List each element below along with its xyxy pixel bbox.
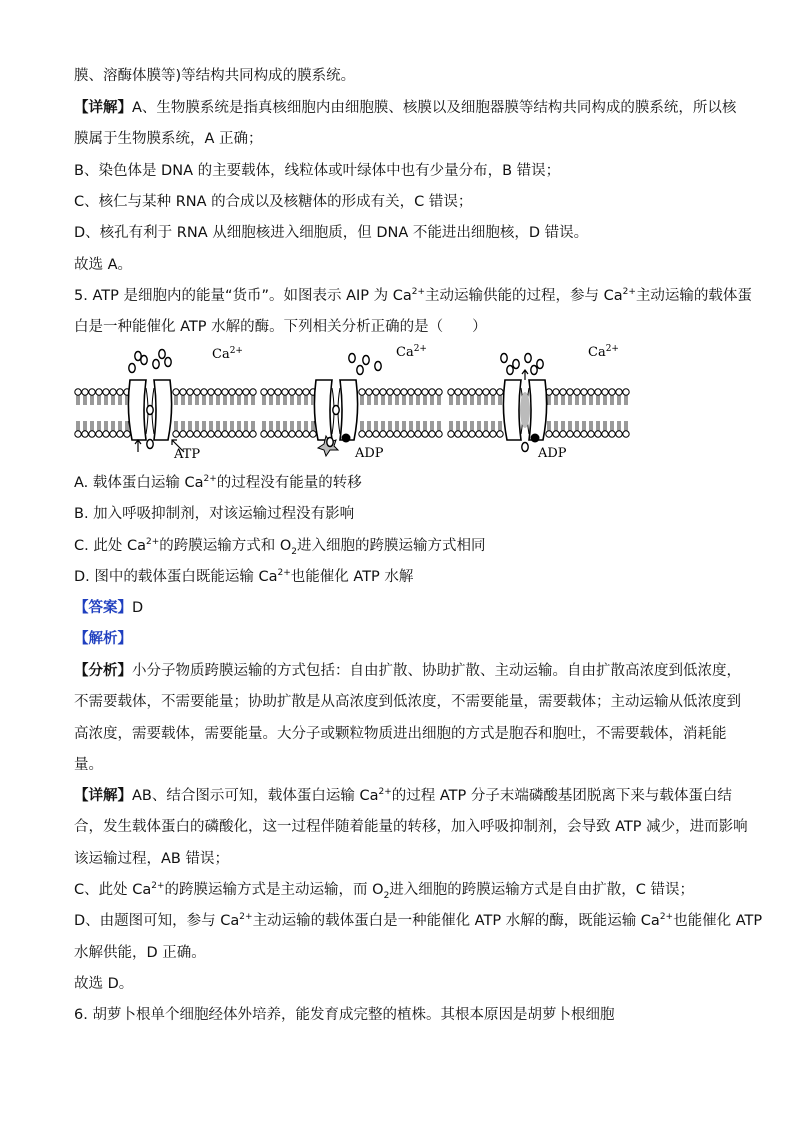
answer-value: D [132,600,144,616]
lipid-molecule [387,421,393,437]
lipid-molecule [581,421,587,437]
lipid-molecule [201,389,207,405]
lipid-molecule [408,421,414,437]
text-line: 【详解】A、生物膜系统是指真核细胞内由细胞膜、核膜以及细胞器膜等结构共同构成的膜系统，所以核 [74,100,737,116]
text-line: 膜、溶酶体膜等)等结构共同构成的膜系统。 [74,68,356,84]
lipid-molecule [476,389,482,405]
lipid-molecule [117,389,123,405]
lipid-molecule [194,421,200,437]
lipid-molecule [567,421,573,437]
lipid-molecule [415,389,421,405]
option-b: B. 加入呼吸抑制剂，对该运输过程没有影响 [74,506,355,522]
lipid-molecule [243,421,249,437]
lipid-molecule [96,421,102,437]
lipid-molecule [222,421,228,437]
lipid-molecule [483,421,489,437]
lipid-molecule [623,421,629,437]
text-line: C、此处 $Ca^{2+}$的跨膜运输方式是主动运输，而 $O_2$进入细胞的跨膜运输方式是自由扩散，C 错误； [74,881,695,901]
calcium-ion [363,356,369,365]
calcium-ion [333,406,339,415]
text-line: 合，发生载体蛋白的磷酸化，这一过程伴随着能量的转移，加入呼吸抑制剂，会导致 ATP 减少，进而影响 [74,819,748,835]
lipid-molecule [303,421,309,437]
lipid-molecule [429,421,435,437]
lipid-molecule [553,421,559,437]
lipid-molecule [469,389,475,405]
lipid-molecule [455,421,461,437]
option-a: A. 载体蛋白运输 $Ca^{2+}$的过程没有能量的转移 [74,474,362,491]
lipid-molecule [110,389,116,405]
calcium-ion [531,366,537,375]
lipid-molecule [560,389,566,405]
lipid-molecule [96,389,102,405]
question-stem: 6. 胡萝卜根单个细胞经体外培养，能发育成完整的植株。其根本原因是胡萝卜根细胞 [74,1007,615,1023]
calcium-ion [501,354,507,363]
lipid-molecule [289,389,295,405]
calcium-ion [135,352,141,361]
lipid-molecule [394,421,400,437]
answer-line: 【答案】D [74,600,144,616]
membrane-panel-2 [261,354,442,457]
membrane-transport-figure [70,340,650,465]
lipid-molecule [595,389,601,405]
lipid-molecule [483,389,489,405]
lipid-molecule [567,389,573,405]
text-line: 水解供能，D 正确。 [74,945,206,961]
lipid-molecule [236,389,242,405]
lipid-molecule [296,421,302,437]
lipid-molecule [448,389,454,405]
lipid-molecule [469,421,475,437]
lipid-molecule [366,421,372,437]
calcium-ion [507,366,513,375]
lipid-molecule [289,421,295,437]
lipid-molecule [103,389,109,405]
lipid-molecule [110,421,116,437]
calcium-ion [349,354,355,363]
section-label: 【详解】 [74,100,132,116]
lipid-molecule [194,389,200,405]
lipid-molecule [366,389,372,405]
lipid-molecule [89,389,95,405]
lipid-molecule [296,389,302,405]
text-line: 故选 D。 [74,976,134,992]
lipid-molecule [261,389,267,405]
lipid-molecule [82,421,88,437]
calcium-ion [147,406,153,415]
atp-label: ATP [174,447,201,462]
lipid-molecule [490,389,496,405]
lipid-molecule [415,421,421,437]
lipid-molecule [208,389,214,405]
lipid-molecule [380,421,386,437]
text-line: 高浓度，需要载体，需要能量。大分子或颗粒物质进出细胞的方式是胞吞和胞吐，不需要载体，消耗能 [74,726,727,742]
lipid-molecule [546,421,552,437]
analysis-heading: 【解析】 [74,631,132,647]
lipid-molecule [250,421,256,437]
question-stem: 5. ATP 是细胞内的能量“货币”。如图表示 AIP 为 $Ca^{2+}$主动运输供能的过程，参与 $Ca^{2+}$主动运输的载体蛋 [74,287,752,304]
lipid-molecule [268,389,274,405]
lipid-molecule [236,421,242,437]
lipid-molecule [359,421,365,437]
lipid-molecule [215,389,221,405]
ion-label-3: $Ca^{2+}$ [588,344,619,360]
lipid-molecule [180,421,186,437]
lipid-molecule [574,421,580,437]
lipid-molecule [394,389,400,405]
lipid-molecule [609,389,615,405]
question-stem: 白是一种能催化 ATP 水解的酶。下列相关分析正确的是（ ） [74,319,487,335]
lipid-molecule [201,421,207,437]
lipid-molecule [359,389,365,405]
lipid-molecule [448,421,454,437]
adp-label-1: ADP [355,446,384,461]
lipid-molecule [222,389,228,405]
lipid-molecule [373,389,379,405]
lipid-molecule [75,421,81,437]
text-line: D、由题图可知，参与 $Ca^{2+}$主动运输的载体蛋白是一种能催化 ATP 水解的酶，既能运输 $Ca^{2+}$也能催化 ATP [74,912,763,929]
lipid-molecule [595,421,601,437]
lipid-molecule [462,389,468,405]
text-line: 该运输过程，AB 错误； [74,851,229,867]
lipid-molecule [616,421,622,437]
text-line: C、核仁与某种 RNA 的合成以及核糖体的形成有关，C 错误； [74,194,473,210]
lipid-molecule [215,421,221,437]
lipid-molecule [82,389,88,405]
lipid-molecule [408,389,414,405]
lipid-molecule [261,421,267,437]
lipid-molecule [560,421,566,437]
calcium-ion [147,440,153,449]
calcium-ion [129,364,135,373]
text-line: 膜属于生物膜系统，A 正确； [74,131,263,147]
lipid-molecule [462,421,468,437]
lipid-molecule [282,421,288,437]
lipid-molecule [581,389,587,405]
lipid-molecule [250,389,256,405]
lipid-molecule [476,421,482,437]
membrane-panel-1 [75,350,256,453]
phosphate-group [342,434,351,443]
calcium-ion [357,366,363,375]
protein-channel-open [520,392,530,428]
lipid-molecule [268,421,274,437]
option-c: C. 此处 $Ca^{2+}$的跨膜运输方式和 $O_2$进入细胞的跨膜运输方式相同 [74,537,486,557]
lipid-molecule [380,389,386,405]
lipid-molecule [275,389,281,405]
lipid-molecule [303,389,309,405]
lipid-molecule [103,421,109,437]
text-line: D、核孔有利于 RNA 从细胞核进入细胞质，但 DNA 不能进出细胞核，D 错误。 [74,225,589,241]
calcium-ion [165,358,171,367]
lipid-molecule [208,421,214,437]
lipid-molecule [429,389,435,405]
lipid-molecule [588,421,594,437]
lipid-molecule [243,389,249,405]
lipid-molecule [436,421,442,437]
adp-label-2: ADP [538,446,567,461]
calcium-ion [327,438,333,447]
lipid-molecule [497,421,503,437]
lipid-molecule [173,389,179,405]
lipid-molecule [401,421,407,437]
lipid-molecule [602,421,608,437]
ion-label-1: $Ca^{2+}$ [212,346,243,362]
lipid-molecule [616,389,622,405]
lipid-molecule [275,421,281,437]
lipid-molecule [373,421,379,437]
lipid-molecule [187,389,193,405]
lipid-molecule [401,389,407,405]
lipid-molecule [588,389,594,405]
calcium-ion [153,360,159,369]
ion-label-2: $Ca^{2+}$ [396,344,427,360]
lipid-molecule [387,389,393,405]
calcium-ion [525,354,531,363]
lipid-molecule [422,389,428,405]
calcium-ion [375,362,381,371]
lipid-molecule [609,421,615,437]
lipid-molecule [173,421,179,437]
lipid-molecule [75,389,81,405]
phosphate-group [531,434,540,443]
lipid-molecule [187,421,193,437]
text-line: B、染色体是 DNA 的主要载体，线粒体或叶绿体中也有少量分布，B 错误； [74,163,561,179]
lipid-molecule [229,421,235,437]
membrane-panel-3 [448,354,629,452]
lipid-molecule [89,421,95,437]
text-line: 【详解】AB、结合图示可知，载体蛋白运输 $Ca^{2+}$的过程 ATP 分子末端磷酸基团脱离下来与载体蛋白结 [74,787,732,804]
option-d: D. 图中的载体蛋白既能运输 $Ca^{2+}$也能催化 ATP 水解 [74,568,414,585]
lipid-molecule [422,421,428,437]
calcium-ion [522,443,528,452]
calcium-ion [159,350,165,359]
text-line: 【分析】小分子物质跨膜运输的方式包括：自由扩散、协助扩散、主动运输。自由扩散高浓度到低浓度， [74,663,741,679]
calcium-ion [537,360,543,369]
lipid-molecule [436,389,442,405]
lipid-molecule [623,389,629,405]
lipid-molecule [602,389,608,405]
lipid-molecule [553,389,559,405]
lipid-molecule [229,389,235,405]
text-line: 量。 [74,757,103,773]
arrow-up-icon [522,370,528,380]
lipid-molecule [455,389,461,405]
lipid-molecule [282,389,288,405]
lipid-molecule [490,421,496,437]
lipid-molecule [180,389,186,405]
lipid-molecule [117,421,123,437]
lipid-molecule [497,389,503,405]
text-line: 不需要载体，不需要能量；协助扩散是从高浓度到低浓度，不需要能量，需要载体；主动运输从低浓度到 [74,694,741,710]
text-line: 故选 A。 [74,257,133,273]
lipid-molecule [574,389,580,405]
calcium-ion [513,360,519,369]
arrow-up-icon [135,440,141,452]
